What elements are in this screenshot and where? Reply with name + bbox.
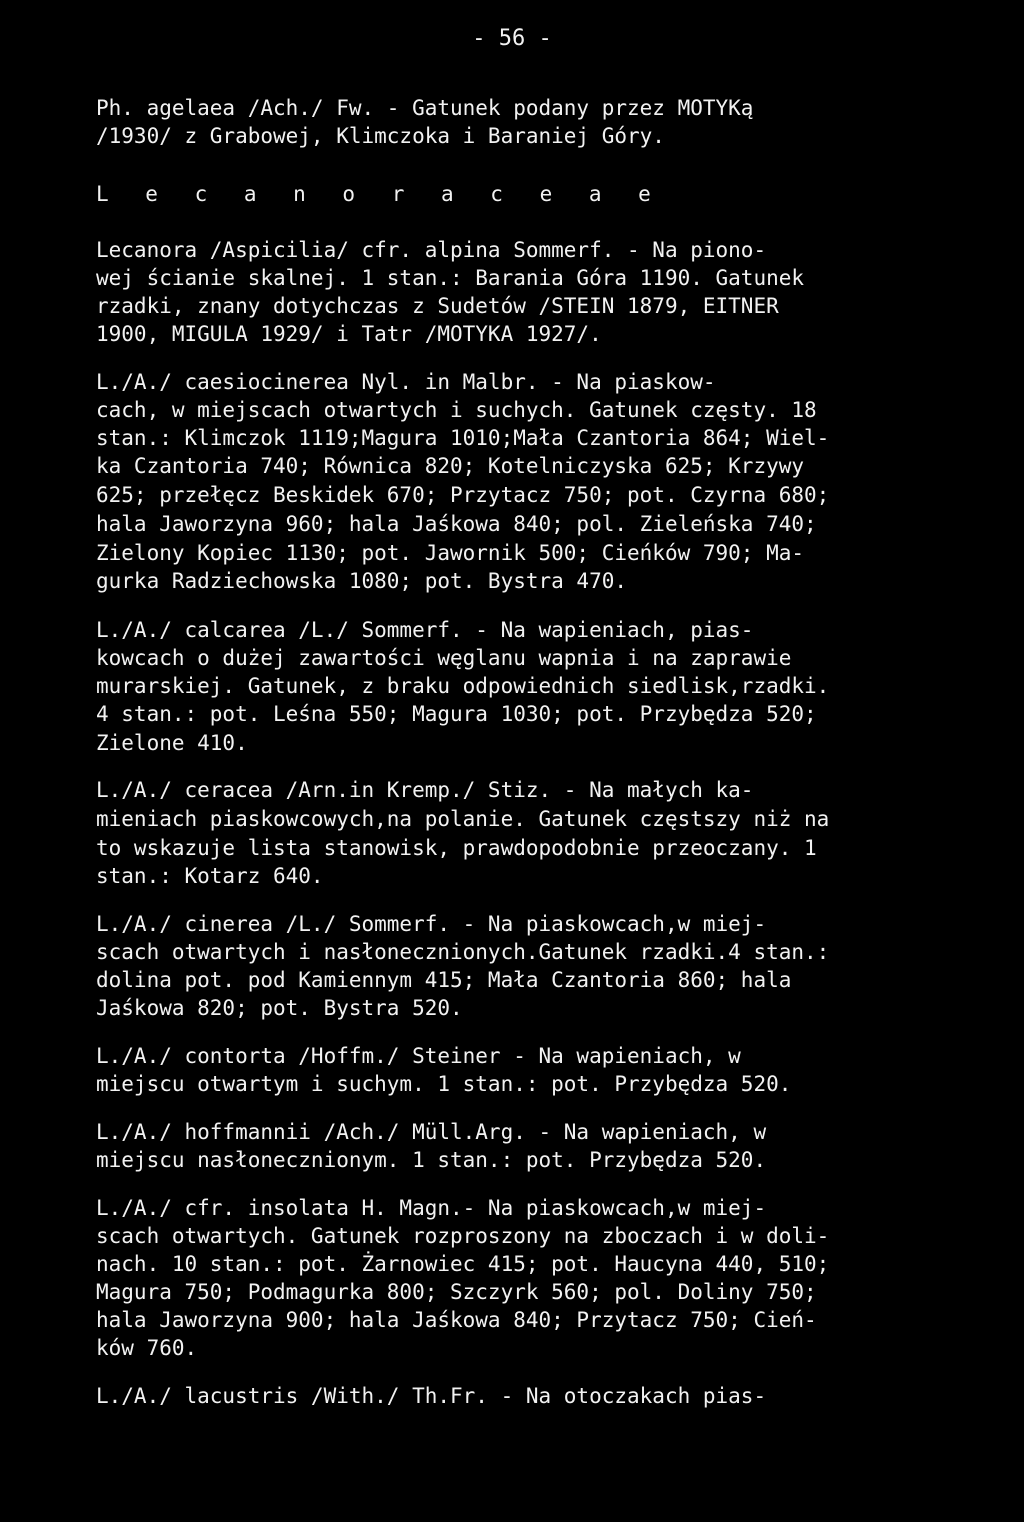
text-line: L./A./ caesiocinerea Nyl. in Malbr. - Na piaskow- (96, 370, 716, 394)
text-line: stan.: Kotarz 640. (96, 864, 324, 888)
text-line: 625; przełęcz Beskidek 670; Przytacz 750; pot. Czyrna 680; (96, 483, 830, 507)
text-line: hala Jaworzyna 900; hala Jaśkowa 840; Przytacz 750; Cień- (96, 1308, 817, 1332)
text-line: Lecanora /Aspicilia/ cfr. alpina Sommerf. - Na piono- (96, 238, 767, 262)
text-line: kowcach o dużej zawartości węglanu wapnia i na zaprawie (96, 646, 792, 670)
text-line: L./A./ contorta /Hoffm./ Steiner - Na wapieniach, w (96, 1044, 741, 1068)
text-line: L./A./ cinerea /L./ Sommerf. - Na piaskowcach,w miej- (96, 912, 767, 936)
text-line: Ph. agelaea /Ach./ Fw. - Gatunek podany przez MOTYKą (96, 96, 754, 120)
text-line: L./A./ lacustris /With./ Th.Fr. - Na otoczakach pias- (96, 1384, 767, 1408)
text-line: Magura 750; Podmagurka 800; Szczyrk 560; pol. Doliny 750; (96, 1280, 817, 1304)
text-line: mieniach piaskowcowych,na polanie. Gatunek częstszy niż na (96, 807, 830, 831)
text-line: wej ścianie skalnej. 1 stan.: Barania Góra 1190. Gatunek (96, 266, 805, 290)
text-line: murarskiej. Gatunek, z braku odpowiednich siedlisk,rzadki. (96, 674, 830, 698)
text-line: miejscu otwartym i suchym. 1 stan.: pot. Przybędza 520. (96, 1072, 792, 1096)
text-line: L./A./ calcarea /L./ Sommerf. - Na wapieniach, pias- (96, 618, 754, 642)
text-line: ka Czantoria 740; Równica 820; Kotelniczyska 625; Krzywy (96, 454, 805, 478)
text-line: rzadki, znany dotychczas z Sudetów /STEIN 1879, EITNER (96, 294, 779, 318)
text-line: 1900, MIGULA 1929/ i Tatr /MOTYKA 1927/. (96, 322, 602, 346)
text-line: nach. 10 stan.: pot. Żarnowiec 415; pot. Haucyna 440, 510; (96, 1252, 830, 1276)
text-line: miejscu nasłonecznionym. 1 stan.: pot. Przybędza 520. (96, 1148, 767, 1172)
text-line: gurka Radziechowska 1080; pot. Bystra 470. (96, 569, 628, 593)
text-line: /1930/ z Grabowej, Klimczoka i Baraniej Góry. (96, 124, 665, 148)
page-number: - 56 - (472, 26, 552, 51)
text-line: to wskazuje lista stanowisk, prawdopodobnie przeoczany. 1 (96, 836, 817, 860)
text-line: scach otwartych. Gatunek rozproszony na zboczach i w doli- (96, 1224, 830, 1248)
text-line: hala Jaworzyna 960; hala Jaśkowa 840; pol. Zieleńska 740; (96, 512, 817, 536)
text-line: Zielone 410. (96, 731, 248, 755)
section-heading: L e c a n o r a c e a e (96, 182, 663, 206)
text-line: Zielony Kopiec 1130; pot. Jawornik 500; Cieńków 790; Ma- (96, 541, 805, 565)
text-line: cach, w miejscach otwartych i suchych. Gatunek częsty. 18 (96, 398, 817, 422)
text-line: Jaśkowa 820; pot. Bystra 520. (96, 996, 463, 1020)
text-line: ków 760. (96, 1336, 198, 1360)
text-line: dolina pot. pod Kamiennym 415; Mała Czantoria 860; hala (96, 968, 792, 992)
text-line: L./A./ cfr. insolata H. Magn.- Na piaskowcach,w miej- (96, 1196, 767, 1220)
text-line: L./A./ hoffmannii /Ach./ Müll.Arg. - Na wapieniach, w (96, 1120, 767, 1144)
text-line: stan.: Klimczok 1119;Magura 1010;Mała Czantoria 864; Wiel- (96, 426, 830, 450)
text-line: scach otwartych i nasłonecznionych.Gatunek rzadki.4 stan.: (96, 940, 830, 964)
text-line: L./A./ ceracea /Arn.in Kremp./ Stiz. - Na małych ka- (96, 778, 754, 802)
text-line: 4 stan.: pot. Leśna 550; Magura 1030; pot. Przybędza 520; (96, 702, 817, 726)
